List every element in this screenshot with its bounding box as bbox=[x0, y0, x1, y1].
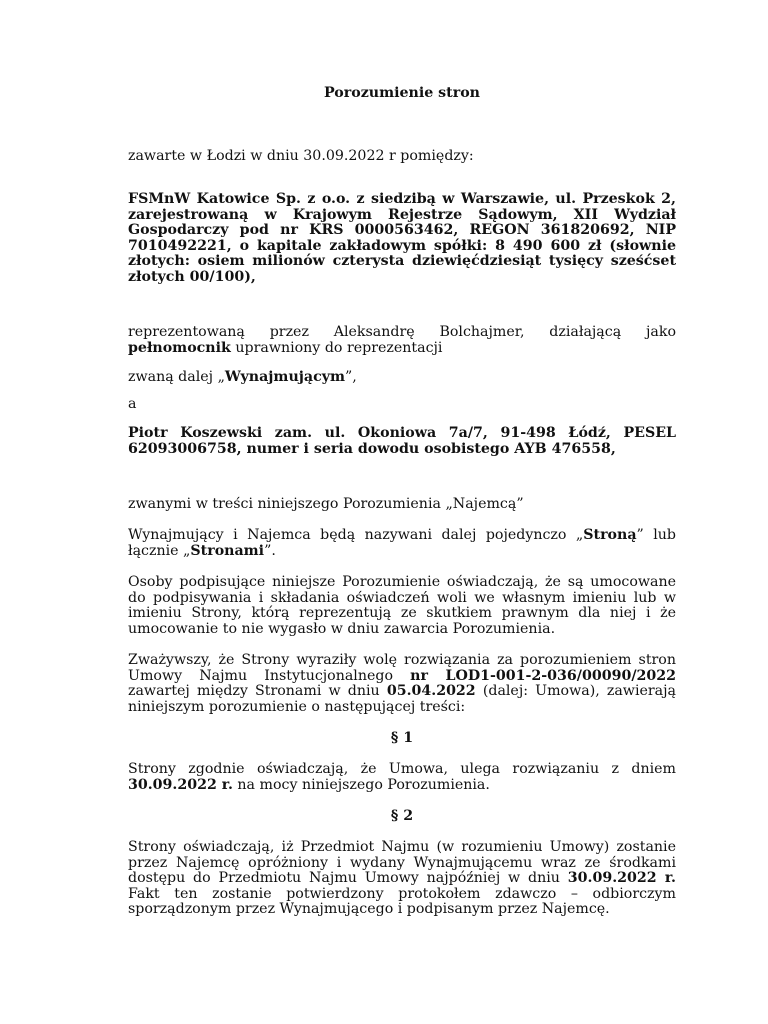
intro-paragraph: zawarte w Łodzi w dniu 30.09.2022 r pomiędzy: bbox=[128, 148, 474, 164]
section-1-paragraph bbox=[128, 762, 676, 793]
party-term: Stroną bbox=[583, 527, 637, 543]
authorization-paragraph: Osoby podpisujące niniejsze Porozumienie oświadczają, że są umocowane do podpisywania i składania oświadczeń woli we własnym imieniu lub w imieniu Strony, którą reprezentują ze skutkiem prawnym dla niej i że umocowanie to nie wygasło w dniu zawarcia Porozumienia. bbox=[128, 574, 676, 637]
tenant-text: Piotr Koszewski zam. ul. Okoniowa 7a/7, 91-498 Łódź, PESEL 62093006758, numer i seria dowodu osobistego AYB 476558, bbox=[128, 425, 676, 457]
landlord-company-paragraph bbox=[128, 192, 676, 286]
section-1-heading bbox=[128, 729, 676, 747]
section-2-text-end: Fakt ten zostanie potwierdzony protokołem zdawczo – odbiorczym sporządzonym przez Wynajmującego i podpisanym przez Najemcę. bbox=[128, 885, 676, 918]
tenant-paragraph bbox=[128, 426, 676, 457]
contract-date: 05.04.2022 bbox=[386, 683, 476, 700]
whereas-paragraph bbox=[128, 653, 676, 715]
represented-role: pełnomocnik bbox=[128, 339, 231, 356]
parties-text-end: ”. bbox=[264, 542, 276, 559]
section-2-paragraph bbox=[128, 840, 676, 918]
section-2-heading bbox=[128, 807, 676, 825]
section-1-text-end: na mocy niniejszego Porozumienia. bbox=[232, 776, 490, 793]
section-2-text: Strony oświadczają, iż Przedmiot Najmu (w rozumieniu Umowy) zostanie przez Najemcę opróżniony i wydany Wynajmującemu wraz ze środkami dostępu do Przedmiotu Najmu Umowy najpóźniej w dniu bbox=[128, 839, 676, 887]
represented-text: reprezentowaną przez Aleksandrę Bolchajmer, działającą jako bbox=[128, 324, 676, 340]
called-tenant-paragraph: zwanymi w treści niniejszego Porozumienia „Najemcą” bbox=[128, 496, 524, 512]
parties-paragraph bbox=[128, 528, 676, 559]
whereas-text-end: (dalej: Umowa), zawierają niniejszym porozumienie o następującej treści: bbox=[128, 683, 676, 715]
handover-date: 30.09.2022 r. bbox=[567, 870, 676, 887]
document-title: Porozumienie stron bbox=[324, 85, 480, 101]
contract-number: nr LOD1-001-2-036/00090/2022 bbox=[410, 667, 676, 684]
called-landlord-text: zwaną dalej „ bbox=[128, 369, 225, 385]
represented-text-end: uprawniony do reprezentacji bbox=[230, 339, 443, 356]
whereas-text-mid: zawartej między Stronami w dniu bbox=[128, 683, 387, 700]
parties-term: Stronami bbox=[190, 542, 265, 559]
called-landlord-text-end: ”, bbox=[344, 369, 357, 385]
termination-date: 30.09.2022 r. bbox=[128, 776, 233, 793]
landlord-term: Wynajmującym bbox=[224, 369, 345, 385]
parties-text-mid: ” lub łącznie „ bbox=[128, 527, 676, 559]
called-landlord-paragraph bbox=[128, 368, 676, 386]
whereas-text: Zważywszy, że Strony wyraziły wolę rozwiązania za porozumieniem stron Umowy Najmu Instytucjonalnego bbox=[128, 652, 676, 684]
section-1-text: Strony zgodnie oświadczają, że Umowa, ulega rozwiązaniu z dniem bbox=[128, 761, 676, 777]
and-paragraph: a bbox=[128, 396, 137, 412]
represented-paragraph bbox=[128, 325, 676, 356]
landlord-company-text: FSMnW Katowice Sp. z o.o. z siedzibą w Warszawie, ul. Przeskok 2, zarejestrowaną w Krajowym Rejestrze Sądowym, XII Wydział Gospodarczy pod nr KRS 0000563462, REGON 361820692, NIP 7010492221, o kapitale zakładowym spółki: 8 490 600 zł (słownie złotych: osiem milionów czterysta dziewięćdziesiąt tysięcy sześćset złotych 00/100), bbox=[128, 191, 676, 285]
parties-text: Wynajmujący i Najemca będą nazywani dalej pojedynczo „ bbox=[128, 527, 584, 543]
section-1-heading-text: § 1 bbox=[390, 730, 414, 746]
section-2-heading-text: § 2 bbox=[390, 808, 414, 824]
